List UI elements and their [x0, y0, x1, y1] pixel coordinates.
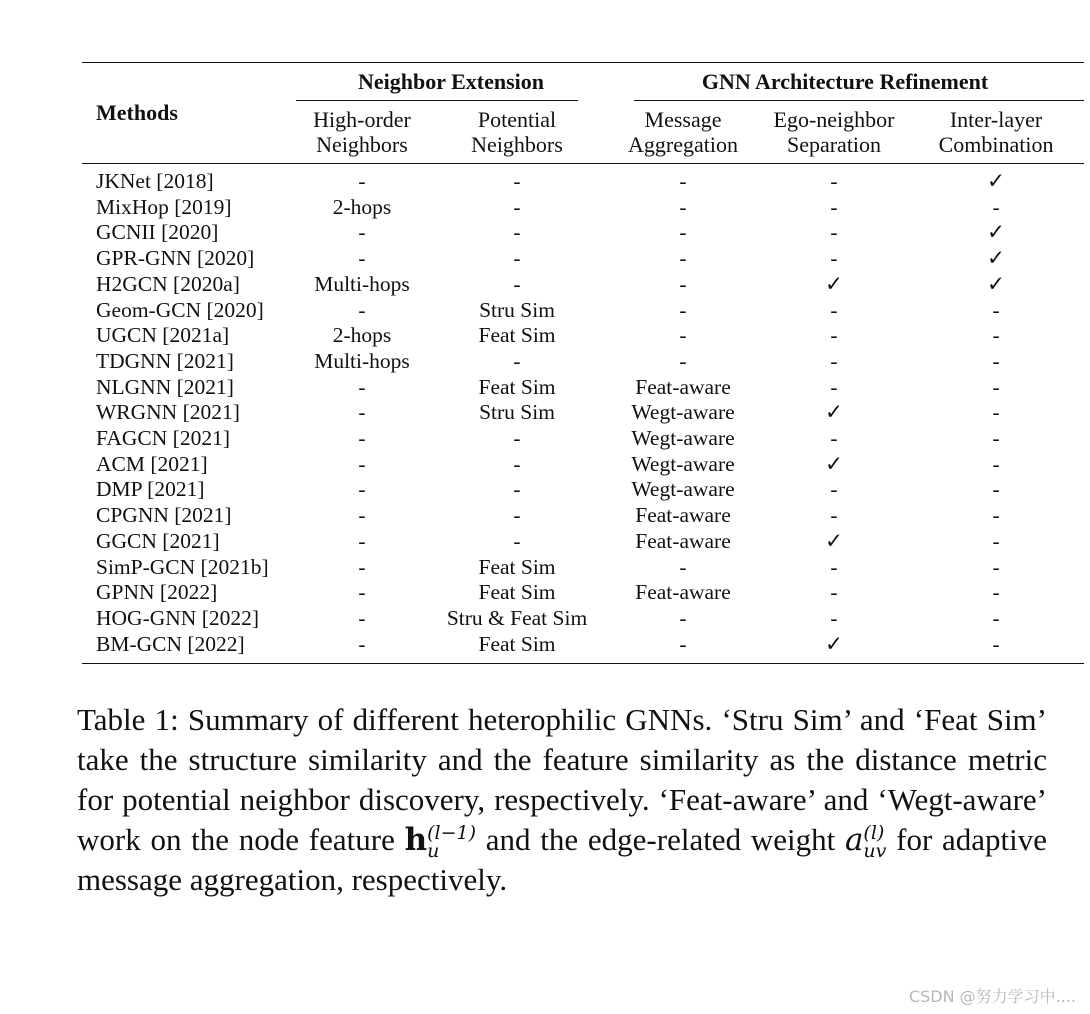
group-header-architecture-refinement	[606, 63, 1084, 102]
table-cell: Feat Sim	[478, 631, 556, 656]
table-row	[82, 426, 1084, 452]
table-cell: Feat Sim	[478, 374, 556, 399]
caption-part-2: and the edge-related weight	[485, 822, 836, 857]
table-cell: -	[679, 297, 687, 322]
table-cell: -	[513, 477, 521, 502]
method-cell: GCNII [2020]	[96, 220, 219, 245]
table-cell: -	[679, 323, 687, 348]
method-cell: MixHop [2019]	[96, 194, 232, 219]
subheader-potential-neighbors: Potential Neighbors	[471, 107, 563, 157]
table-cell: -	[358, 528, 366, 553]
table-cell: -	[992, 374, 1000, 399]
table-cell: Stru Sim	[479, 400, 555, 425]
table-cell: -	[992, 348, 1000, 373]
group-label: Neighbor Extension	[358, 69, 545, 94]
check-mark-icon: ✓	[825, 631, 844, 657]
table-caption	[77, 700, 1047, 900]
summary-table-container	[82, 62, 1084, 664]
table-cell: -	[992, 194, 1000, 219]
method-cell: WRGNN [2021]	[96, 400, 240, 425]
subheader-ego-neighbor-separation: Ego-neighbor Separation	[773, 107, 895, 157]
table-cell: Feat Sim	[478, 554, 556, 579]
table-row	[82, 375, 1084, 401]
table-cell: -	[358, 554, 366, 579]
method-cell: GPNN [2022]	[96, 580, 218, 605]
table-cell: -	[992, 451, 1000, 476]
table-cell: -	[679, 271, 687, 296]
table-cell: -	[679, 220, 687, 245]
table-row	[82, 195, 1084, 221]
table-cell: -	[358, 220, 366, 245]
symbol-indices	[427, 821, 477, 862]
table-row	[82, 555, 1084, 581]
table-cell: 2-hops	[332, 194, 392, 219]
table-cell: Feat Sim	[478, 323, 556, 348]
table-row	[82, 632, 1084, 664]
symbol-superscript: (l)	[863, 821, 885, 844]
table-cell: -	[513, 169, 521, 193]
watermark: CSDN @努力学习中....	[908, 987, 1076, 1006]
check-mark-icon: ✓	[987, 169, 1006, 194]
table-row	[82, 452, 1084, 478]
check-mark-icon: ✓	[825, 451, 844, 477]
method-cell: TDGNN [2021]	[96, 348, 234, 373]
table-cell: -	[679, 169, 687, 193]
subheader-message-aggregation: Message Aggregation	[628, 107, 738, 157]
table-cell: -	[513, 271, 521, 296]
table-cell: -	[358, 297, 366, 322]
table-row	[82, 349, 1084, 375]
symbol-subscript: uv	[863, 839, 887, 862]
table-cell: -	[679, 631, 687, 656]
table-cell: Feat-aware	[635, 580, 731, 605]
table-cell: -	[830, 297, 838, 322]
edge-weight-symbol	[844, 821, 887, 862]
check-mark-icon: ✓	[825, 400, 844, 426]
check-mark-icon: ✓	[987, 220, 1006, 246]
method-cell: ACM [2021]	[96, 451, 208, 476]
group-label: GNN Architecture Refinement	[701, 69, 989, 94]
table-cell: Feat-aware	[635, 528, 731, 553]
method-cell: FAGCN [2021]	[96, 426, 230, 451]
table-cell: -	[513, 528, 521, 553]
check-mark-icon: ✓	[987, 271, 1006, 297]
table-cell: -	[358, 605, 366, 630]
table-row	[82, 477, 1084, 503]
table-cell: -	[830, 605, 838, 630]
table-cell: -	[992, 631, 1000, 656]
caption-part-3: for adaptive message aggregation, respectively.	[77, 822, 1048, 897]
symbol-base: h	[404, 822, 428, 858]
table-cell: -	[992, 400, 1000, 425]
table-cell: -	[830, 246, 838, 271]
table-cell: -	[830, 554, 838, 579]
table-cell: -	[992, 605, 1000, 630]
group-header-neighbor-extension	[296, 63, 606, 102]
method-cell: Geom-GCN [2020]	[96, 297, 264, 322]
table-cell: -	[830, 348, 838, 373]
table-cell: -	[830, 580, 838, 605]
table-cell: Stru & Feat Sim	[446, 605, 588, 630]
method-cell: GGCN [2021]	[96, 528, 220, 553]
table-row	[82, 164, 1084, 195]
table-row	[82, 580, 1084, 606]
table-cell: -	[992, 503, 1000, 528]
table-cell: -	[992, 297, 1000, 322]
table-cell: Wegt-aware	[631, 451, 735, 476]
table-cell: -	[830, 323, 838, 348]
table-cell: -	[992, 323, 1000, 348]
table-row	[82, 606, 1084, 632]
table-cell: -	[679, 246, 687, 271]
table-cell: -	[358, 426, 366, 451]
method-cell: H2GCN [2020a]	[96, 271, 240, 296]
table-cell: -	[358, 169, 366, 193]
table-cell: Wegt-aware	[631, 400, 735, 425]
table-cell: Multi-hops	[314, 348, 410, 373]
table-cell: -	[830, 169, 838, 193]
table-cell: -	[679, 605, 687, 630]
table-cell: -	[830, 503, 838, 528]
summary-table	[82, 62, 1084, 664]
table-cell: Stru Sim	[479, 297, 555, 322]
method-cell: UGCN [2021a]	[96, 323, 230, 348]
table-cell: -	[830, 426, 838, 451]
table-cell: -	[358, 477, 366, 502]
table-row	[82, 272, 1084, 298]
table-cell: Feat Sim	[478, 580, 556, 605]
subheader-high-order-neighbors: High-order Neighbors	[313, 107, 411, 157]
methods-header: Methods	[82, 63, 296, 164]
subheader-inter-layer-combination: Inter-layer Combination	[938, 107, 1054, 157]
method-cell: JKNet [2018]	[96, 169, 214, 193]
symbol-indices	[863, 821, 887, 862]
table-cell: -	[830, 194, 838, 219]
table-cell: -	[679, 348, 687, 373]
table-cell: Wegt-aware	[631, 426, 735, 451]
table-cell: -	[358, 631, 366, 656]
table-cell: -	[992, 477, 1000, 502]
table-row	[82, 246, 1084, 272]
table-cell: -	[513, 246, 521, 271]
table-cell: -	[358, 246, 366, 271]
table-cell: -	[830, 220, 838, 245]
table-cell: -	[513, 348, 521, 373]
table-cell: Feat-aware	[635, 374, 731, 399]
table-cell: 2-hops	[332, 323, 392, 348]
table-cell: -	[679, 554, 687, 579]
symbol-base: a	[844, 822, 864, 858]
table-cell: -	[830, 374, 838, 399]
table-cell: -	[358, 451, 366, 476]
table-row	[82, 503, 1084, 529]
table-cell: -	[513, 194, 521, 219]
table-row	[82, 323, 1084, 349]
symbol-subscript: u	[427, 839, 440, 862]
table-row	[82, 400, 1084, 426]
table-cell: Wegt-aware	[631, 477, 735, 502]
group-underline	[634, 100, 1084, 101]
table-cell: -	[358, 503, 366, 528]
table-cell: -	[358, 580, 366, 605]
table-cell: -	[513, 451, 521, 476]
table-cell: -	[992, 426, 1000, 451]
table-cell: Multi-hops	[314, 271, 410, 296]
table-cell: -	[830, 477, 838, 502]
table-cell: -	[679, 194, 687, 219]
method-cell: CPGNN [2021]	[96, 503, 232, 528]
method-cell: SimP-GCN [2021b]	[96, 554, 269, 579]
table-cell: -	[992, 580, 1000, 605]
check-mark-icon: ✓	[825, 528, 844, 554]
table-row	[82, 529, 1084, 555]
method-cell: DMP [2021]	[96, 477, 205, 502]
table-body	[82, 164, 1084, 664]
table-cell: -	[992, 528, 1000, 553]
method-cell: NLGNN [2021]	[96, 374, 234, 399]
table-row	[82, 220, 1084, 246]
group-underline	[296, 100, 578, 101]
table-cell: -	[513, 503, 521, 528]
table-cell: -	[358, 400, 366, 425]
table-cell: -	[513, 220, 521, 245]
method-cell: GPR-GNN [2020]	[96, 246, 255, 271]
check-mark-icon: ✓	[987, 246, 1006, 272]
method-cell: BM-GCN [2022]	[96, 631, 245, 656]
caption-part-1: Table 1: Summary of different heterophilic GNNs. ‘Stru Sim’ and ‘Feat Sim’ take the structure similarity and the feature similarity as the distance metric for potential neighbor discovery, respectively. ‘Feat-aware’ and ‘Wegt-aware’ work on the node feature	[77, 702, 1047, 857]
table-cell: -	[992, 554, 1000, 579]
check-mark-icon: ✓	[825, 271, 844, 297]
table-row	[82, 298, 1084, 324]
table-cell: -	[513, 426, 521, 451]
table-cell: Feat-aware	[635, 503, 731, 528]
node-feature-symbol	[404, 821, 477, 862]
method-cell: HOG-GNN [2022]	[96, 605, 260, 630]
symbol-superscript: (l−1)	[427, 821, 477, 844]
table-cell: -	[358, 374, 366, 399]
